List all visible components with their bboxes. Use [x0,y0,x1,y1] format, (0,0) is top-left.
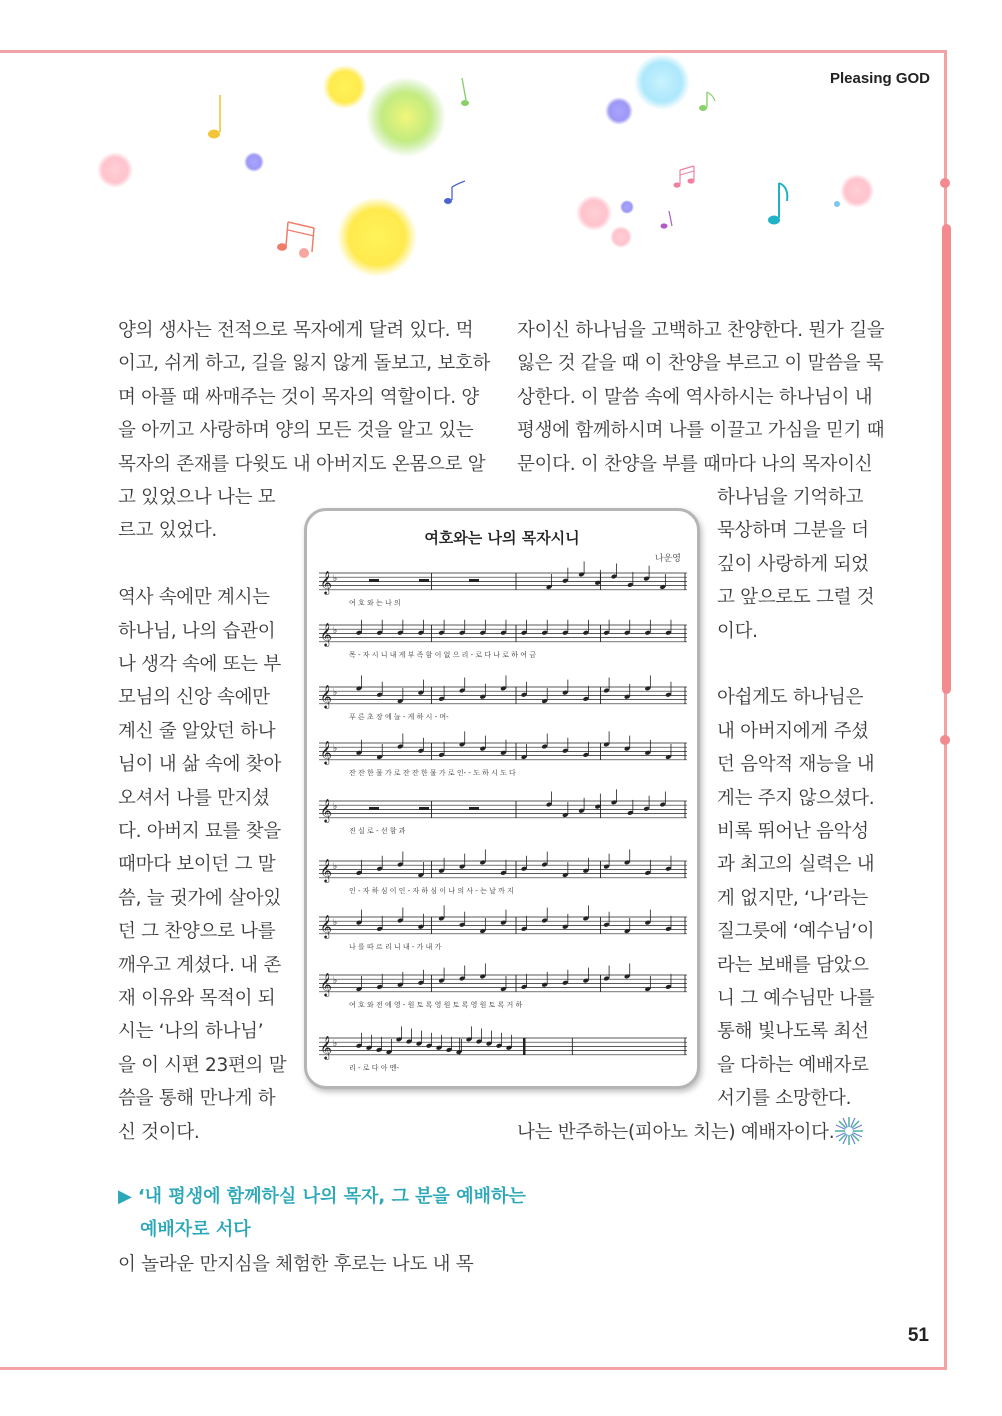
whole-rest [369,807,379,810]
section-subhead-line1 [118,1180,526,1213]
body-text-line: 니 그 예수님만 나를 [717,988,875,1009]
body-text-line: 서기를 소망한다. [717,1088,852,1110]
body-text-line: 양의 생사는 전적으로 목자에게 달려 있다. 먹 [118,320,474,341]
body-text-line: 나는 반주하는(피아노 치는) 예배자이다. [517,1121,835,1143]
flat-sign-icon: ♭ [333,574,338,584]
body-text-line: 하나님을 기억하고 [717,487,864,508]
subhead-text-1: ‘내 평생에 함께하실 나의 목자, 그 분을 예배하는 [137,1186,526,1207]
body-text-line: 문이다. 이 찬양을 부를 때마다 나의 목자이신 [517,453,873,475]
music-note-icon [208,95,220,139]
lyrics-line: 목 - 자 시 니 내 게 부 족 함 이 없 으 리 - 로 다 나 로 하 여 금 [349,651,537,659]
body-text-line: 잃은 것 같을 때 이 찬양을 부르고 이 말씀을 묵 [517,353,884,375]
whole-rest [469,579,479,582]
body-text-line: 씀, 늘 귓가에 살아있 [118,887,281,909]
treble-clef-icon: 𝄞 [320,684,332,708]
flat-sign-icon: ♭ [333,626,338,636]
music-note-icon [461,78,469,106]
final-bar-line [523,1038,526,1055]
running-head: Pleasing GOD [829,70,930,87]
sheet-music-title: 여호와는 나의 목자시니 [424,529,580,547]
whole-rest [419,807,429,810]
page-number: 51 [907,1325,929,1346]
lyrics-line: 여 호 와 전 에 영 - 원 토 록 영 원 토 록 영 원 토 록 거 하 [349,1001,523,1009]
triangle-arrow-icon: ▶ [118,1186,132,1207]
body-text-line: 계신 줄 알았던 하나 [118,720,276,742]
sheet-music-card [304,508,700,1089]
body-text-line: 상한다. 이 말씀 속에 역사하시는 하나님이 내 [517,386,873,408]
music-note-icon [674,166,695,188]
body-text-line: 이고, 쉬게 하고, 길을 잃지 않게 돌보고, 보호하 [118,353,491,375]
end-mark-burst-icon [833,1115,865,1147]
body-text-line: 게 없지만, ‘나’라는 [717,887,868,909]
section-subhead-line2: 예배자로 서다 [140,1219,251,1240]
flat-sign-icon: ♭ [333,802,338,812]
page-frame-bottom [0,1367,947,1370]
body-text-line: 묵상하며 그분을 더 [717,520,869,542]
body-text-line: 통해 빛나도록 최선 [717,1021,869,1043]
treble-clef-icon: 𝄞 [320,622,332,646]
treble-clef-icon: 𝄞 [320,1035,332,1059]
body-text-line: 재 이유와 목적이 되 [118,988,276,1009]
body-text-line: 던 그 찬양으로 나를 [118,921,276,943]
body-text-line: 신 것이다. [118,1121,200,1143]
body-text-line: 르고 있었다. [118,520,218,542]
music-note-icon [277,222,314,252]
body-text-line: 이다. [717,620,758,642]
body-text-line: 아쉽게도 하나님은 [717,687,864,709]
body-text-line: 을 다하는 예배자로 [717,1054,869,1076]
music-note-icon [768,183,787,225]
body-text-line: 라는 보배를 담았으 [717,954,869,976]
lyrics-line: 푸 른 초 장 에 늘 - 게 하 시 - 며- [349,713,449,721]
body-text-line: 던 음악적 재능을 내 [717,754,875,776]
body-text-line: 씀을 통해 만나게 하 [118,1088,276,1110]
sheet-music-composer: 나운영 [654,554,681,564]
flat-sign-icon: ♭ [333,862,338,872]
body-text-line: 이 놀라운 만지심을 체험한 후로는 나도 내 목 [118,1254,474,1275]
body-text-line: 때마다 보이던 그 말 [118,854,276,876]
whole-rest [369,579,379,582]
flat-sign-icon: ♭ [333,976,338,986]
treble-clef-icon: 𝄞 [320,798,332,822]
body-text-line: 질그릇에 ‘예수님’이 [717,921,875,943]
frame-dot-lower [940,735,950,745]
body-text-line: 목자의 존재를 다윗도 내 아버지도 온몸으로 알 [118,453,486,475]
lyrics-line: 나 를 따 르 리 니 내 - 가 내 가 [349,943,442,951]
body-text-line: 고 앞으로도 그럴 것 [717,587,875,609]
body-text-line: 며 아플 때 싸매주는 것이 목자의 역할이다. 양 [118,386,479,408]
body-text-line: 하나님, 나의 습관이 [118,620,276,642]
body-text-line: 시는 ‘나의 하나님’ [118,1021,264,1043]
lyrics-line: 잔 잔 한 물 가 로 잔 잔 한 물 가 로 인- - 도 하 시 도 다 [349,769,516,777]
treble-clef-icon: 𝄞 [320,972,332,996]
whole-rest [469,807,479,810]
lyrics-line: 진 실 로 - 선 함 과 [349,827,406,835]
body-text-line: 역사 속에만 계시는 [118,587,270,609]
body-text-line: 과 최고의 실력은 내 [717,854,875,876]
lyrics-line: 리 - 로 다 아 멘- [349,1064,399,1072]
body-text-line: 을 이 시편 23편의 말 [118,1054,287,1076]
lyrics-line: 여 호 와 는 나 의 [349,599,401,607]
treble-clef-icon: 𝄞 [320,914,332,938]
body-text-line: 모님의 신앙 속에만 [118,687,270,709]
body-text-line: 다. 아버지 묘를 찾을 [118,821,281,842]
body-text-line: 을 아끼고 사랑하며 양의 모든 것을 알고 있는 [118,420,474,442]
flat-sign-icon: ♭ [333,918,338,928]
body-text-line: 내 아버지에게 주셨 [717,720,869,742]
body-text-line: 게는 주지 않으셨다. [717,787,875,809]
lyrics-line: 인 - 자 하 심 이 인 - 자 하 심 이 나 의 사 - 는 날 까 지 [349,887,514,895]
music-note-icon [444,181,465,204]
whole-rest [419,579,429,582]
body-text-line: 나 생각 속에 또는 부 [118,654,281,675]
body-text-line: 깊이 사랑하게 되었 [717,553,869,575]
body-text-line: 오셔서 나를 만지셨 [118,787,270,809]
decorative-header-art [0,0,944,300]
body-text-line: 평생에 함께하시며 나를 이끌고 가심을 믿기 때 [517,420,885,442]
flat-sign-icon: ♭ [333,688,338,698]
flat-sign-icon: ♭ [333,744,338,754]
body-text-line: 깨우고 계셨다. 내 존 [118,954,281,976]
body-text-line: 비록 뛰어난 음악성 [717,821,869,842]
treble-clef-icon: 𝄞 [320,570,332,594]
music-note-icon [661,211,673,229]
body-text-line: 자이신 하나님을 고백하고 찬양한다. 뭔가 길을 [517,320,885,341]
treble-clef-icon: 𝄞 [320,858,332,882]
music-note-icon [699,92,715,111]
body-text-line: 님이 내 삶 속에 찾아 [118,754,281,776]
sheet-music-staves [307,511,697,1086]
flat-sign-icon: ♭ [333,1039,338,1049]
treble-clef-icon: 𝄞 [320,740,332,764]
body-text-line: 고 있었으나 나는 모 [118,487,276,508]
